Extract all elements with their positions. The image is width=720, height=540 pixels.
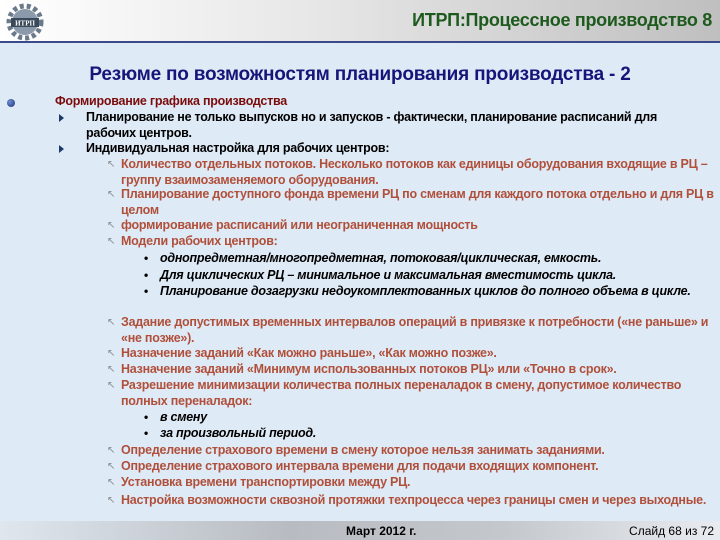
level3-item: Настройка возможности сквозной протяжки техпроцесса через границы смен и через выходные. <box>121 493 707 507</box>
level3-item: Планирование доступного фонда времени РЦ по сменам для каждого потока отдельно и для РЦ в целом <box>121 187 714 217</box>
bullet-tick-icon: ↖ <box>107 477 116 488</box>
slide-number: Слайд 68 из 72 <box>629 524 714 538</box>
bullet-tick-icon: ↖ <box>107 317 116 328</box>
level3-item: Назначение заданий «Минимум использованных потоков РЦ» или «Точно в срок». <box>121 362 617 376</box>
level3-item: Количество отдельных потоков. Несколько потоков как единицы оборудования входящие в РЦ – группу взаимозаменяемого оборудования. <box>121 157 708 187</box>
level3-item: Задание допустимых временных интервалов операций в привязке к потребности («не раньше» и «не позже»). <box>121 315 709 345</box>
bullet-tick-icon: ↖ <box>107 461 116 472</box>
level3-item: Установка времени транспортировки между РЦ. <box>121 475 411 489</box>
bullet-tick-icon: ↖ <box>107 348 116 359</box>
slide-footer <box>0 521 720 540</box>
bullet-tick-icon: ↖ <box>107 380 116 391</box>
itrp-logo-icon <box>6 3 44 41</box>
header-title: ИТРП:Процессное производство 8 <box>412 10 712 30</box>
svg-text:ИТРП: ИТРП <box>15 19 35 28</box>
bullet-circle-icon <box>7 99 15 107</box>
bullet-dot-icon: • <box>144 268 149 282</box>
bullet-arrow-icon <box>59 114 64 122</box>
level3-item: Определение страхового времени в смену которое нельзя занимать заданиями. <box>121 443 605 457</box>
bullet-tick-icon: ↖ <box>107 159 116 170</box>
level4-item: Для циклических РЦ – минимальное и максимальная вместимость цикла. <box>160 268 617 282</box>
bullet-tick-icon: ↖ <box>107 236 116 247</box>
level3-item: Назначение заданий «Как можно раньше», «Как можно позже». <box>121 346 497 360</box>
bullet-tick-icon: ↖ <box>107 495 116 506</box>
level4-item: однопредметная/многопредметная, потоковая/циклическая, емкость. <box>160 251 602 265</box>
bullet-arrow-icon <box>59 145 64 153</box>
bullet-tick-icon: ↖ <box>107 364 116 375</box>
level3-item: Модели рабочих центров: <box>121 234 278 248</box>
level1-item: Формирование графика производства <box>55 94 287 108</box>
level3-item: Разрешение минимизации количества полных переналадок в смену, допустимое количество полных переналадок: <box>121 378 682 408</box>
level4-item: в смену <box>160 410 207 424</box>
bullet-dot-icon: • <box>144 251 149 265</box>
level2-item: Индивидуальная настройка для рабочих центров: <box>86 141 390 155</box>
bullet-tick-icon: ↖ <box>107 445 116 456</box>
level4-item: за произвольный период. <box>160 426 317 440</box>
bullet-tick-icon: ↖ <box>107 220 116 231</box>
bullet-tick-icon: ↖ <box>107 189 116 200</box>
footer-date: Март 2012 г. <box>346 524 417 538</box>
slide-title: Резюме по возможностям планирования производства - 2 <box>89 64 631 85</box>
level3-item: Определение страхового интервала времени для подачи входящих компонент. <box>121 459 599 473</box>
bullet-dot-icon: • <box>144 284 149 298</box>
level3-item: формирование расписаний или неограниченная мощность <box>121 218 478 232</box>
bullet-dot-icon: • <box>144 410 149 424</box>
bullet-dot-icon: • <box>144 426 149 440</box>
level2-item: Планирование не только выпусков но и запусков - фактически, планирование расписаний для рабочих центров. <box>86 110 658 140</box>
slide-header <box>0 0 720 43</box>
level4-item: Планирование дозагрузки недоукомплектованных циклов до полного объема в цикле. <box>160 284 691 298</box>
